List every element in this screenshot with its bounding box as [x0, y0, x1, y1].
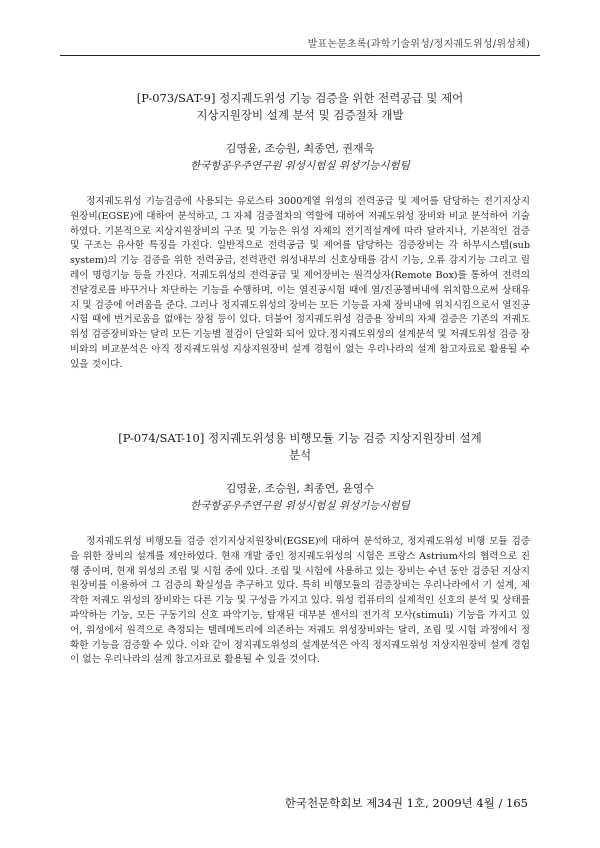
abstract-p074: [70, 430, 530, 678]
header-rule: [60, 55, 540, 56]
abstract-p073: [70, 90, 530, 382]
abstract-affiliation: 한국항공우주연구원 위성시험실 위성기능시험팀: [190, 160, 410, 172]
page-footer: 한국천문학회보 제34권 1호, 2009년 4월 / 165: [284, 796, 528, 810]
abstract-authors: 김영윤, 조승원, 최종연, 권재욱: [225, 142, 375, 155]
abstract-title-line2: 분석: [288, 448, 312, 462]
abstract-title-line1: [P-074/SAT-10] 정지궤도위성용 비행모듈 기능 검증 지상지원장비 설계: [118, 431, 482, 445]
abstract-body: 정지궤도위성 기능검증에 사용되는 유로스타 3000계열 위성의 전력공급 및 제어를 담당하는 전기지상지원장비(EGSE)에 대하여 분석하고, 그 자체 검증절차의 역할에 대하여 저궤도위성 장비와 비교 분석하여 기술하였다. 기본적으로 지상지원장비의 구조 및 기능은 위성 자체의 전기적설계에 따라 달라지나, 기본적인 검증 및 구조는 유사한 특징을 가진다. 일반적으로 전력공급 및 제어를 담당하는 검증장비는 각 하부시스템(sub system)의 기능 검증을 위한 전력공급, 전력관련 위성내부의 신호상태를 감시 기능, 오류 감지기능 그리고 릴레이 명령기능 등을 가진다. 저궤도위성의 전력공급 및 제어장비는 원격상자(Remote Box)를 통하여 전력의 전달경로를 바꾸거나 차단하는 기능을 수행하며, 이는 열진공시험 때에 열/진공챔버내에 위치함으로써 상태유지 및 검증에 어려움을 준다. 그러나 정지궤도위성의 장비는 모든 기능을 자체 장비내에 위치시킴으로서 열진공시험 때에 번거로움을 없애는 장점 등이 있다. 더불어 정지궤도위성 검증용 장비의 자체 검증은 기존의 저궤도위성 검증장비와는 달리 모든 기능별 절검이 단일화 되어 있다.정지궤도위성의 설계분석 및 저궤도위성 검증 장비와의 비교분석은 아직 정지궤도위성 지상지원장비 설계 경험이 없는 우리나라의 설계 참고자료로 활용될 수 있을 것이다.: [70, 196, 530, 370]
abstract-affiliation: 한국항공우주연구원 위성시험실 위성기능시험팀: [190, 500, 410, 512]
abstract-title-line2: 지상지원장비 설계 분석 및 검증절차 개발: [196, 108, 404, 122]
abstract-title: [70, 430, 530, 464]
running-header: 발표논문초록(과학기술위성/정지궤도위성/위성체): [307, 39, 530, 50]
abstract-authors: 김영윤, 조승원, 최종연, 윤영수: [225, 482, 375, 495]
abstract-body: 정지궤도위성 비행모듈 검증 전기지상지원장비(EGSE)에 대하여 분석하고, 정지궤도위성 비행 모듈 검증을 위한 장비의 설계를 제안하였다. 현재 개발 중인 정지궤도위성의 시험은 프랑스 Astrium사의 협력으로 진행 중이며, 현재 위성의 조립 및 시험 중에 있다. 조립 및 시험에 사용하고 있는 장비는 수년 동안 검증된 지상지원장비를 이용하여 그 검증의 확실성을 추구하고 있다. 특히 비행모듈의 검증장비는 우리나라에서 기 설계, 제작한 저궤도 위성의 장비와는 다른 기능 및 구성을 가지고 있다. 위성 컴퓨터의 실제적인 신호의 분석 및 상태를 파악하는 기능, 모든 구동기의 신호 파악기능, 탑재된 대부분 센서의 전기적 모사(stimuli) 기능을 가지고 있어, 위성에서 원격으로 측정되는 텔레메트리에 의존하는 저궤도 위성장비와는 달리, 조립 및 시험 과정에서 정확한 기능을 검증할 수 있다. 이와 같이 정지궤도위성의 설계분석은 아직 정지궤도위성 지상지원장비 설계 경험이 없는 우리나라의 설계 참고자료로 활용될 수 있을 것이다.: [70, 536, 530, 666]
abstract-title-line1: [P-073/SAT-9] 정지궤도위성 기능 검증을 위한 전력공급 및 제어: [136, 91, 464, 105]
abstract-title: [70, 90, 530, 124]
